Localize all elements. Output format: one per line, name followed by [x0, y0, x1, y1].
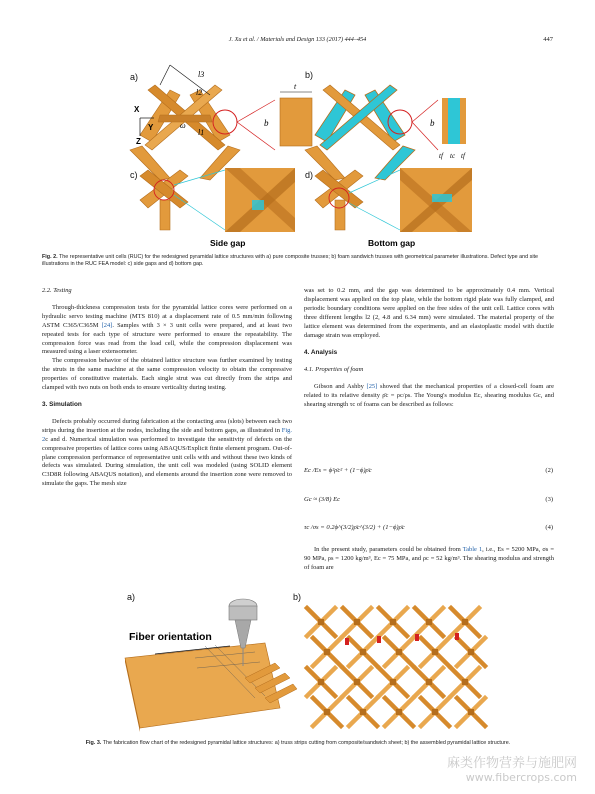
- insertion-marker: [455, 633, 459, 640]
- figure-3-caption: [42, 740, 554, 747]
- watermark: [447, 752, 577, 784]
- fiber-orientation-label: Fiber orientation: [129, 631, 212, 643]
- lattice-node: [462, 619, 468, 625]
- dim-b-a: b: [264, 118, 269, 128]
- fig2-panel-c-zoom: [225, 168, 295, 232]
- lattice-node: [468, 649, 474, 655]
- equation-4-number: (4): [545, 524, 553, 531]
- fig2-panel-a-lattice: [130, 85, 240, 180]
- table-1-link[interactable]: Table 1: [462, 546, 483, 553]
- lattice-node: [318, 679, 324, 685]
- equation-2: Ec /Es = ϕ²ρ̄c² + (1−ϕ)ρ̄c: [304, 467, 372, 474]
- equation-3-number: (3): [545, 496, 553, 503]
- equation-3: Gc ≈ (3/8) Ec: [304, 496, 341, 503]
- ref-24-link[interactable]: [24]: [101, 321, 113, 329]
- section-3-para-1: Defects probably occurred during fabrication at the contacting area (slots) between each two strips during the insertion at the nodes, including the side and bottom gaps, as illustrated in Fig. 2c and d. Numerical simulation was performed to investigate the sensitivity of defects on the compressive properties of lattice cores using ABAQUS/Explicit finite element program. Out-of-plane compression performance of representative unit cells with and without these two kinds of defects was simulated. During simulation, the unit cell was modeled (using SOLID element C3D8R following ABAQUS notation), and elements around the insertion zone were removed to simulate the gaps. The mesh size: [42, 417, 292, 488]
- axis-x: X: [134, 105, 140, 114]
- axis-z: Z: [136, 137, 141, 146]
- figure-2: [100, 50, 500, 250]
- lattice-node: [396, 649, 402, 655]
- equation-2-number: (2): [545, 467, 553, 474]
- insertion-marker: [345, 638, 349, 645]
- right-column-bottom: [304, 546, 554, 573]
- section-2-2-para-1: Through-thickness compression tests for the pyramidal lattice cores were performed on a hydraulic servo testing machine (MTS 810) at a displacement rate of 0.5 mm/min following ASTM C365/C365M [24]. Samples with 3 × 3 unit cells were prepared, and at least two repeated tests for each type of structure were performed to ensure the repeatability. The compression force was read from the load cell, while the compression displacement was measured using a laser extensometer.: [42, 303, 292, 356]
- dim-l2: l2: [196, 88, 203, 97]
- lattice-node: [360, 649, 366, 655]
- fig3-label-b: b): [293, 592, 302, 602]
- right-column: [304, 287, 554, 410]
- lattice-node: [354, 679, 360, 685]
- lattice-node: [318, 619, 324, 625]
- fig3-label-a: a): [127, 592, 136, 602]
- dim-tf-2: tf: [461, 152, 465, 160]
- section-3-title: 3. Simulation: [42, 400, 82, 408]
- insertion-marker: [377, 636, 381, 643]
- bottom-gap-label: Bottom gap: [368, 238, 416, 248]
- section-4-1-para-1: Gibson and Ashby [25] showed that the mechanical properties of a closed-cell foam are related to its relative density ρ̄c = ρc/ρs. The Young's modulus Ec, shearing modulus Gc, and shearing strength τc of foams can be described as follows:: [304, 383, 554, 409]
- watermark-line-1: 麻类作物营养与施肥网: [446, 756, 577, 771]
- section-4-1-title: 4.1. Properties of foam: [304, 366, 364, 374]
- lattice-node: [468, 709, 474, 715]
- fig2-label-d: d): [305, 170, 314, 180]
- lattice-node: [390, 619, 396, 625]
- figure-2-caption: [42, 254, 554, 268]
- figure-3: [115, 588, 515, 736]
- dim-tc: tc: [450, 152, 456, 160]
- ref-25-link[interactable]: [25]: [366, 383, 378, 391]
- fig3-caption-label: Fig. 3.: [85, 740, 102, 746]
- section-4-title: 4. Analysis: [304, 349, 338, 357]
- watermark-line-2: www.fibercrops.com: [465, 771, 577, 784]
- equation-4: τc /σs = 0.2ϕ^(3/2)ρ̄c^(3/2) + (1−ϕ)ρ̄c: [304, 524, 405, 531]
- fig2-panel-d-zoom: [400, 168, 472, 232]
- fig3-caption-text: The fabrication flow chart of the redesigned pyramidal lattice structures: a) truss strips cutting from composite/sandwich sheet; b) the assembled pyramidal lattice structure.: [102, 740, 511, 746]
- lattice-node: [462, 679, 468, 685]
- section-4-1-para-2: In the present study, parameters could be obtained from Table 1, i.e., Es = 5200 MPa, σs = 90 MPa, ρs = 1200 kg/m³, Ec = 75 MPa, and ρc = 52 kg/m³. The shearing modulus and strength of foam are: [304, 546, 554, 571]
- lattice-node: [354, 619, 360, 625]
- dim-b-b: b: [430, 118, 435, 128]
- lattice-node: [432, 649, 438, 655]
- axis-y: Y: [148, 123, 154, 132]
- dim-l1: l1: [198, 128, 205, 137]
- section-2-2-para-2: The compression behavior of the obtained lattice structure was further examined by testing the struts in the same machine at the same compression velocity to obtain the compressive properties of constitutive materials. Each single strut was cut directly from the strips and clamped with two nuts on both ends to ensure verticality during testing.: [42, 357, 292, 392]
- left-column: [42, 287, 292, 489]
- fig2-link[interactable]: Fig. 2: [42, 426, 292, 443]
- fig2-caption-label: Fig. 2.: [42, 254, 58, 260]
- lattice-node: [390, 679, 396, 685]
- insertion-marker: [415, 634, 419, 641]
- dim-t: t: [294, 82, 297, 91]
- fig2-label-a: a): [130, 72, 139, 82]
- fig2-label-c: c): [130, 170, 138, 180]
- dim-l3: l3: [198, 70, 205, 79]
- dim-omega: ω: [180, 121, 186, 130]
- lattice-node: [324, 709, 330, 715]
- right-para-continuation: was set to 0.2 mm, and the gap was determined to be approximately 0.4 mm. Vertical displacement was applied on the top plate, while the bottom rigid plate was fully clamped, and periodic boundary conditions were applied on the free sides of the unit cell. Lattice cores with three different lengths l2 (2, 4.8 and 6.34 mm) were simulated. The material property of the lattice element was determined from the experiments, and an elastoplastic model with ductile damage strain was employed.: [304, 287, 554, 339]
- page-number: 447: [543, 36, 553, 43]
- lattice-node: [324, 649, 330, 655]
- fig2-panel-b-lattice: [305, 85, 415, 180]
- lattice-node: [396, 709, 402, 715]
- section-2-2-title: 2.2. Testing: [42, 287, 72, 294]
- side-gap-label: Side gap: [210, 238, 246, 248]
- running-header: J. Xu et al. / Materials and Design 133 (2017) 444–454: [228, 36, 367, 43]
- lattice-node: [426, 679, 432, 685]
- lattice-node: [432, 709, 438, 715]
- lattice-node: [360, 709, 366, 715]
- fig2-label-b: b): [305, 70, 314, 80]
- fig3-panel-b-lattice: [307, 608, 485, 726]
- lattice-node: [426, 619, 432, 625]
- dim-tf-1: tf: [439, 152, 443, 160]
- fig2-caption-text: The representative unit cells (RUC) for the redesigned pyramidal lattice structures with a) pure composite trusses; b) foam sandwich trusses with geometrical parameter illustrations. Defect type and site illustrations in the RUC FEA model: c) side gaps and d) bottom gap.: [42, 254, 539, 268]
